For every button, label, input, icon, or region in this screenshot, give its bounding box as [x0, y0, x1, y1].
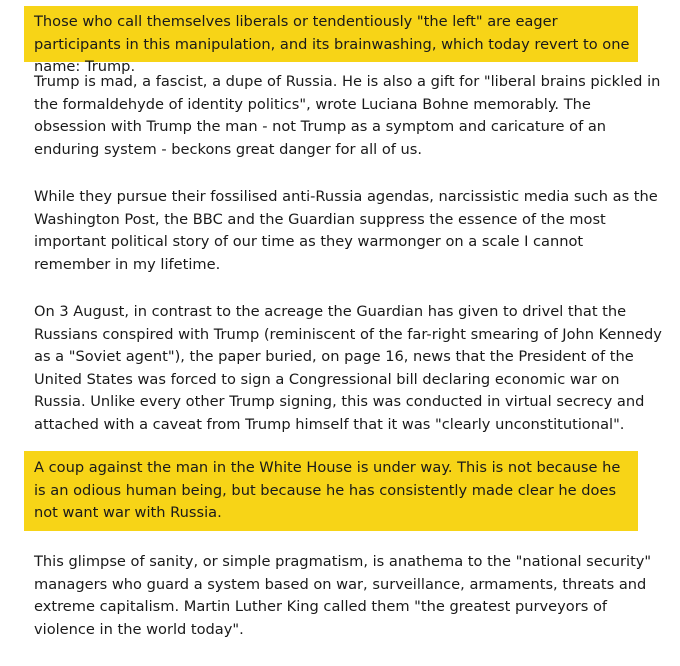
paragraph-2: Trump is mad, a fascist, a dupe of Russia. He is also a gift for "liberal brains pickled in the formaldehyde of identity politics", wrote Luciana Bohne memorably. The obsession with Trump the man - not Trump as a symptom and caricature of an enduring system - beckons great danger for all of us.: [34, 73, 661, 158]
paragraph-5: A coup against the man in the White House is under way. This is not because he is an odious human being, but because he has consistently made clear he does not want war with Russia.: [34, 459, 621, 521]
paragraph-1: Those who call themselves liberals or tendentiously "the left" are eager participants in this manipulation, and its brainwashing, which today revert to one name: Trump.: [34, 13, 630, 75]
highlight-block-2: [24, 451, 638, 531]
paragraph-3: While they pursue their fossilised anti-Russia agendas, narcissistic media such as the Washington Post, the BBC and the Guardian suppress the essence of the most important political story of our time as they warmonger on a scale I cannot remember in my lifetime.: [34, 188, 658, 273]
highlight-block-1: [24, 6, 638, 75]
paragraph-4: On 3 August, in contrast to the acreage the Guardian has given to drivel that the Russians conspired with Trump (reminiscent of the far-right smearing of John Kennedy as a "Soviet agent"), the paper buried, on page 16, news that the President of the United States was forced to sign a Congressional bill declaring economic war on Russia. Unlike every other Trump signing, this was conducted in virtual secrecy and attached with a caveat from Trump himself that it was "clearly unconstitutional".: [34, 303, 662, 433]
paragraph-6: This glimpse of sanity, or simple pragmatism, is anathema to the "national security" managers who guard a system based on war, surveillance, armaments, threats and extreme capitalism. Martin Luther King called them "the greatest purveyors of violence in the world today".: [34, 553, 652, 638]
